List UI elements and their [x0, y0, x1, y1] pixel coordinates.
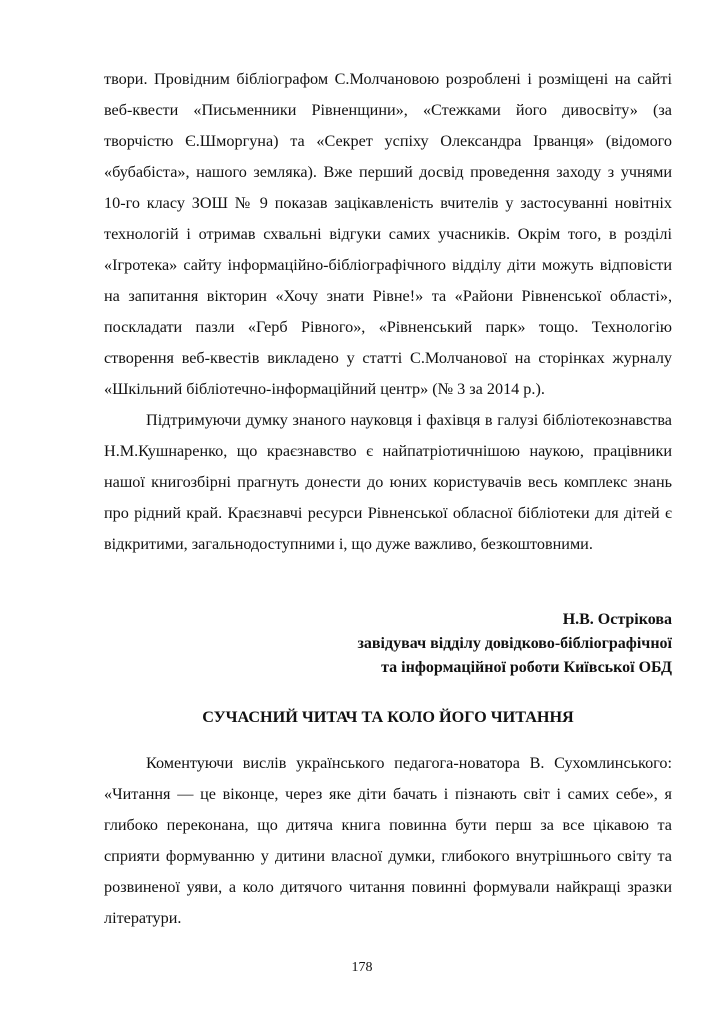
- author-block: [104, 608, 672, 680]
- page-number: 178: [351, 960, 373, 975]
- author-name: Н.В. Острікова: [562, 611, 672, 628]
- author-position-line-2: та інформаційної роботи Київської ОБД: [381, 659, 672, 676]
- paragraph-local-history: Підтримуючи думку знаного науковця і фахівця в галузі бібліотекознавства Н.М.Кушнаренко, що краєзнавство є найпатріотичнішою наукою, працівники нашої книгозбірні прагнуть донести до юних користувачів весь комплекс знань про рідний край. Краєзнавчі ресурси Рівненської обласної бібліотеки для дітей є відкритими, загальнодоступними і, що дуже важливо, безкоштовними.: [104, 411, 672, 553]
- document-page: [104, 64, 672, 934]
- author-position-line-1: завідувач відділу довідково-бібліографічної: [357, 635, 672, 652]
- paragraph-webquests: твори. Провідним бібліографом С.Молчановою розроблені і розміщені на сайті веб-квести «Письменники Рівненщини», «Стежками його дивосвіту» (за творчістю Є.Шморгуна) та «Секрет успіху Олександра Ірванця» (відомого «бубабіста», нашого земляка). Вже перший досвід проведення заходу з учнями 10-го класу ЗОШ № 9 показав зацікавленість вчителів у застосуванні новітніх технологій і отримав схвальні відгуки самих учасників. Окрім того, в розділі «Ігротека» сайту інформаційно-бібліографічного відділу діти можуть відповісти на запитання вікторин «Хочу знати Рівне!» та «Райони Рівненської області», поскладати пазли «Герб Рівного», «Рівненський парк» тощо. Технологію створення веб-квестів викладено у статті С.Молчанової на сторінках журналу «Шкільний бібліотечно-інформаційний центр» (№ 3 за 2014 р.).: [104, 70, 672, 398]
- paragraph-reading-intro: Коментуючи вислів українського педагога-новатора В. Сухомлинського: «Читання — це віконце, через яке діти бачать і пізнають світ і самих себе», я глибоко переконана, що дитяча книга повинна бути перш за все цікавою та сприяти формуванню у дитини власної думки, глибокого внутрішнього світу та розвиненої уяви, а коло дитячого читання повинні формували найкращі зразки літератури.: [104, 754, 672, 927]
- article-title: СУЧАСНИЙ ЧИТАЧ ТА КОЛО ЙОГО ЧИТАННЯ: [202, 708, 574, 726]
